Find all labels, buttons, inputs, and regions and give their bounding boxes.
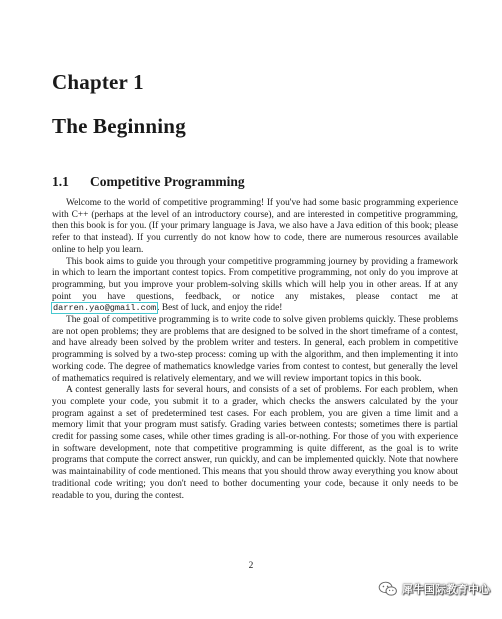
paragraph-contact [52, 257, 458, 316]
paragraph-contact-before: This book aims to guide you through your competitive programming journey by providing a framework in which to learn the important contest topics. From competitive programming, not only do you improve at programming, but you improve your problem-solving skills which will help you in other areas. If at any point you have questions, feedback, or notice any mistakes, please contact me at [52, 256, 458, 302]
email-link[interactable]: darren.yao@gmail.com [53, 303, 157, 314]
page-number: 2 [248, 561, 254, 571]
wechat-icon [378, 581, 398, 597]
section-title: Competitive Programming [90, 174, 245, 189]
body-text [52, 198, 458, 502]
paragraph-goal: The goal of competitive programming is to write code to solve given problems quickly. These problems are not open problems; they are problems that are designed to be solved in the short timeframe of a contest, and have already been solved by the problem writer and testers. In general, each problem in competitive programming is solved by a two-step process: coming up with the algorithm, and then implementing it into working code. The degree of mathematics knowledge varies from contest to contest, but generally the level of mathematics required is relatively elementary, and we will review important topics in this book. [52, 315, 458, 384]
chapter-label: Chapter 1 [52, 70, 144, 94]
paragraph-contest: A contest generally lasts for several hours, and consists of a set of problems. For each problem, when you complete your code, you submit it to a grader, which checks the answers calculated by the your program against a set of predetermined test cases. For each problem, you are given a time limit and a memory limit that your program must satisfy. Grading varies between contests; sometimes there is partial credit for passing some cases, while other times grading is all-or-nothing. For those of you with experience in software development, note that competitive programming is quite different, as the goal is to write programs that compute the correct answer, run quickly, and can be implemented quickly. Note that nowhere was maintainability of code mentioned. This means that you should throw away everything you know about traditional code writing; you don't need to bother documenting your code, because it only needs to be readable to you, during the contest. [52, 385, 458, 501]
chapter-title: The Beginning [52, 114, 186, 138]
paragraph-contact-after: . Best of luck, and enjoy the ride! [157, 303, 283, 314]
watermark [378, 581, 490, 597]
section-heading [52, 174, 245, 190]
section-number: 1.1 [52, 174, 69, 189]
paragraph-intro: Welcome to the world of competitive programming! If you've had some basic programming experience with C++ (perhaps at the level of an introductory course), and are interested in competitive programming, then this book is for you. (If your primary language is Java, we also have a Java edition of this book; please refer to that instead). If you currently do not know how to code, there are numerous resources available online to help you learn. [52, 198, 458, 255]
watermark-text: 犀牛国际教育中心 [402, 583, 490, 596]
